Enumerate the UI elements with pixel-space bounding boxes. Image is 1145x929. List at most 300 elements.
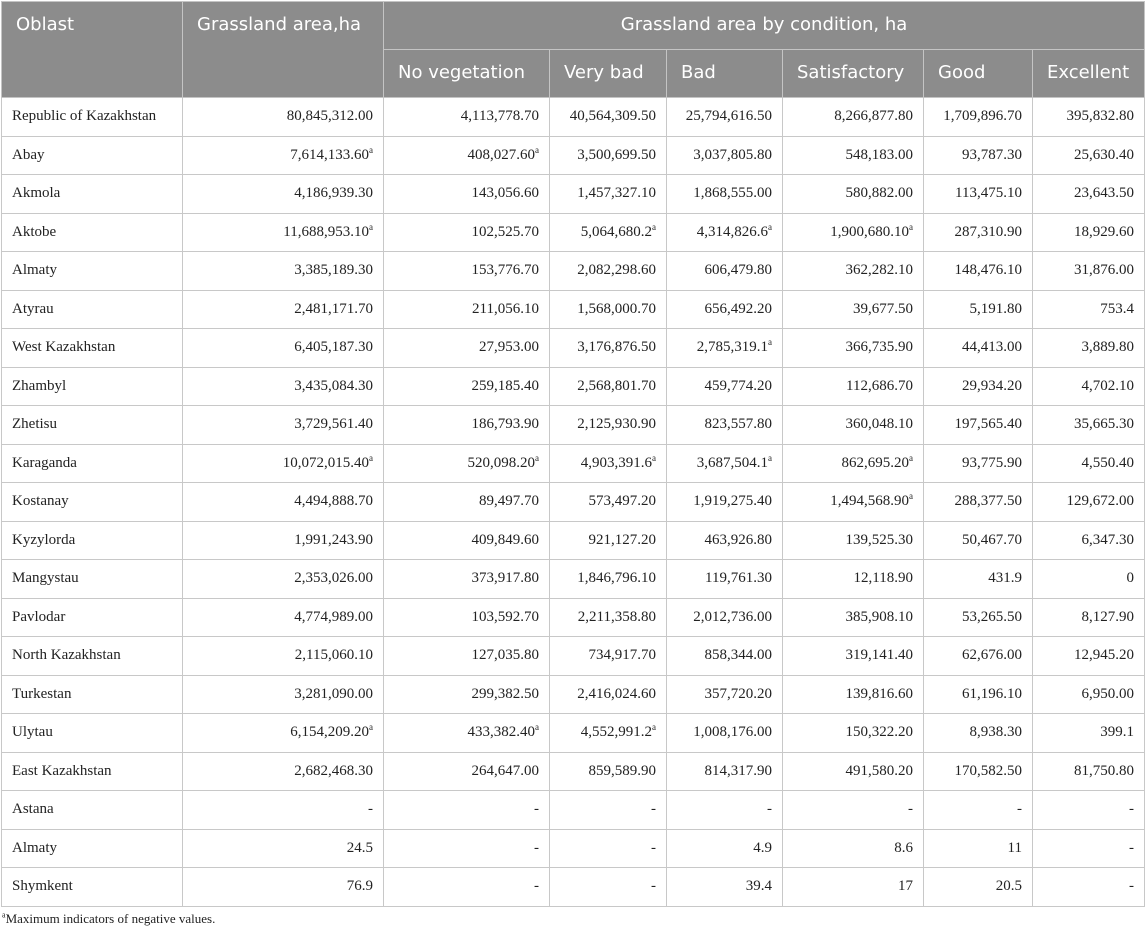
table-footnote [2,911,215,927]
oblast-name: West Kazakhstan [2,329,183,368]
cell-value: 39,677.50 [853,300,913,317]
cell-value: 10,072,015.40 [282,454,369,471]
value-cell [550,444,667,483]
cell-value: 921,127.20 [588,531,656,548]
footnote-marker: a [2,910,6,920]
oblast-name: Akmola [2,175,183,214]
cell-value: - [1129,839,1135,856]
value-cell [667,675,783,714]
cell-value: 2,353,026.00 [294,570,373,587]
cell-value: 211,056.10 [472,300,539,317]
footnote-marker: a [369,144,373,155]
cell-value: 3,435,084.30 [294,377,373,394]
value-cell [384,290,550,329]
cell-value: 3,037,805.80 [693,146,772,163]
cell-value: 25,794,616.50 [685,108,772,125]
table-row [2,752,1145,791]
footnote-marker: a [369,221,373,232]
header-very-bad: Very bad [550,50,667,98]
cell-value: 35,665.30 [1074,416,1135,433]
cell-value: 1,868,555.00 [693,185,772,202]
cell-value: 50,467.70 [962,531,1022,548]
value-cell [924,367,1033,406]
header-grassland-area: Grassland area,ha [183,2,384,98]
value-cell [924,444,1033,483]
value-cell [1033,213,1145,252]
cell-value: 112,686.70 [846,377,913,394]
cell-value: 148,476.10 [954,262,1022,279]
value-cell [783,752,924,791]
value-cell [1033,752,1145,791]
cell-value: 4,774,989.00 [294,608,373,625]
header-bad: Bad [667,50,783,98]
cell-value: - [651,801,656,818]
value-cell [1033,98,1145,137]
cell-value: 81,750.80 [1074,762,1135,779]
table-row [2,175,1145,214]
value-cell [924,213,1033,252]
cell-value: 197,565.40 [954,416,1022,433]
value-cell [550,675,667,714]
value-cell [667,252,783,291]
cell-value: 186,793.90 [471,416,539,433]
value-cell [783,560,924,599]
cell-value: 113,475.10 [955,185,1022,202]
value-cell [384,598,550,637]
cell-value: - [534,801,539,818]
cell-value: 4,494,888.70 [294,493,373,510]
oblast-name: Mangystau [2,560,183,599]
value-cell [550,637,667,676]
cell-value: - [1129,801,1135,818]
oblast-name: Kostanay [2,483,183,522]
cell-value: - [368,801,373,818]
value-cell [183,329,384,368]
table-row [2,637,1145,676]
footnote-marker: a [652,221,656,232]
cell-value: 0 [1126,570,1135,587]
table-row [2,213,1145,252]
value-cell [183,829,384,868]
footnote-marker: a [369,722,373,733]
value-cell [783,175,924,214]
cell-value: 76.9 [346,878,373,895]
cell-value: 3,176,876.50 [577,339,656,356]
cell-value: 362,282.10 [845,262,913,279]
value-cell [1033,714,1145,753]
value-cell [783,791,924,830]
value-cell [1033,829,1145,868]
value-cell [1033,136,1145,175]
value-cell [550,367,667,406]
cell-value: 3,281,090.00 [294,685,373,702]
value-cell [183,213,384,252]
value-cell [783,829,924,868]
oblast-name: Republic of Kazakhstan [2,98,183,137]
footnote-marker: a [768,452,772,463]
value-cell [1033,175,1145,214]
value-cell [924,868,1033,907]
value-cell [1033,675,1145,714]
table-row [2,791,1145,830]
value-cell [183,752,384,791]
value-cell [183,175,384,214]
cell-value: 93,787.30 [962,146,1022,163]
table-row [2,521,1145,560]
value-cell [667,175,783,214]
cell-value: 1,919,275.40 [693,493,772,510]
cell-value: - [767,801,772,818]
value-cell [384,714,550,753]
cell-value: 4,550.40 [1081,454,1135,471]
value-cell [924,752,1033,791]
value-cell [924,290,1033,329]
value-cell [550,136,667,175]
value-cell [924,98,1033,137]
value-cell [924,175,1033,214]
cell-value: 259,185.40 [471,377,539,394]
value-cell [1033,791,1145,830]
cell-value: 3,687,504.1 [696,454,768,471]
cell-value: 6,405,187.30 [294,339,373,356]
cell-value: 6,154,209.20 [290,724,369,741]
value-cell [384,252,550,291]
cell-value: 20.5 [995,878,1022,895]
oblast-name: Pavlodar [2,598,183,637]
cell-value: 18,929.60 [1074,223,1135,240]
cell-value: 7,614,133.60 [290,146,369,163]
cell-value: 1,900,680.10 [830,223,909,240]
cell-value: 24.5 [346,839,373,856]
header-oblast: Oblast [2,2,183,98]
cell-value: 25,630.40 [1074,146,1135,163]
cell-value: 129,672.00 [1066,493,1135,510]
cell-value: 459,774.20 [704,377,772,394]
value-cell [183,598,384,637]
value-cell [183,560,384,599]
value-cell [783,637,924,676]
cell-value: 656,492.20 [704,300,772,317]
value-cell [924,406,1033,445]
cell-value: 548,183.00 [845,146,913,163]
value-cell [1033,406,1145,445]
value-cell [924,598,1033,637]
cell-value: 12,945.20 [1074,647,1135,664]
footnote-marker: a [652,452,656,463]
value-cell [550,406,667,445]
cell-value: 431.9 [988,570,1022,587]
cell-value: 29,934.20 [962,377,1022,394]
footnote-marker: a [768,221,772,232]
value-cell [1033,367,1145,406]
table-row [2,290,1145,329]
value-cell [550,521,667,560]
cell-value: 2,115,060.10 [294,647,373,664]
value-cell [183,868,384,907]
value-cell [783,290,924,329]
table-body [2,98,1145,907]
cell-value: 1,008,176.00 [693,724,772,741]
cell-value: 102,525.70 [471,223,539,240]
cell-value: - [651,878,656,895]
value-cell [924,791,1033,830]
value-cell [384,868,550,907]
oblast-name: Abay [2,136,183,175]
value-cell [1033,868,1145,907]
value-cell [667,829,783,868]
cell-value: 2,012,736.00 [693,608,772,625]
cell-value: 4.9 [753,839,772,856]
value-cell [667,444,783,483]
value-cell [550,213,667,252]
value-cell [924,560,1033,599]
table-row [2,136,1145,175]
value-cell [924,675,1033,714]
value-cell [550,598,667,637]
cell-value: 62,676.00 [962,647,1022,664]
table-row [2,98,1145,137]
value-cell [667,329,783,368]
value-cell [384,560,550,599]
cell-value: 3,729,561.40 [294,416,373,433]
value-cell [667,598,783,637]
value-cell [783,406,924,445]
cell-value: 823,557.80 [704,416,772,433]
cell-value: 2,481,171.70 [294,300,373,317]
value-cell [384,329,550,368]
value-cell [384,483,550,522]
cell-value: - [1017,801,1022,818]
cell-value: 12,118.90 [853,570,913,587]
oblast-name: Zhambyl [2,367,183,406]
cell-value: 153,776.70 [471,262,539,279]
cell-value: 1,457,327.10 [577,185,656,202]
value-cell [1033,637,1145,676]
cell-value: 40,564,309.50 [569,108,656,125]
value-cell [183,136,384,175]
cell-value: 23,643.50 [1074,185,1135,202]
oblast-name: Turkestan [2,675,183,714]
cell-value: 8,127.90 [1081,608,1135,625]
value-cell [667,483,783,522]
cell-value: 288,377.50 [954,493,1022,510]
cell-value: 433,382.40 [467,724,535,741]
value-cell [924,714,1033,753]
cell-value: 103,592.70 [471,608,539,625]
value-cell [183,98,384,137]
oblast-name: Shymkent [2,868,183,907]
value-cell [384,791,550,830]
value-cell [783,367,924,406]
value-cell [183,290,384,329]
oblast-name: Atyrau [2,290,183,329]
cell-value: 89,497.70 [479,493,539,510]
cell-value: 1,568,000.70 [577,300,656,317]
value-cell [384,175,550,214]
cell-value: 61,196.10 [962,685,1022,702]
table-row [2,868,1145,907]
cell-value: 858,344.00 [704,647,772,664]
cell-value: 80,845,312.00 [286,108,373,125]
oblast-name: Ulytau [2,714,183,753]
cell-value: 8,266,877.80 [834,108,913,125]
cell-value: 3,385,189.30 [294,262,373,279]
cell-value: 287,310.90 [954,223,1022,240]
cell-value: - [908,801,913,818]
cell-value: 859,589.90 [588,762,656,779]
value-cell [550,252,667,291]
cell-value: 862,695.20 [841,454,909,471]
cell-value: 139,525.30 [845,531,913,548]
cell-value: 491,580.20 [845,762,913,779]
cell-value: 573,497.20 [588,493,656,510]
cell-value: 373,917.80 [471,570,539,587]
cell-value: 360,048.10 [845,416,913,433]
cell-value: 2,682,468.30 [294,762,373,779]
value-cell [384,829,550,868]
cell-value: 814,317.90 [704,762,772,779]
cell-value: 143,056.60 [471,185,539,202]
value-cell [384,213,550,252]
value-cell [924,829,1033,868]
cell-value: 8.6 [894,839,913,856]
value-cell [183,367,384,406]
cell-value: 4,186,939.30 [294,185,373,202]
header-by-condition: Grassland area by condition, ha [384,2,1145,50]
table-row [2,367,1145,406]
cell-value: 39.4 [745,878,772,895]
cell-value: 366,735.90 [845,339,913,356]
value-cell [783,675,924,714]
value-cell [384,521,550,560]
value-cell [384,98,550,137]
value-cell [384,136,550,175]
value-cell [550,791,667,830]
value-cell [667,406,783,445]
cell-value: 150,322.20 [845,724,913,741]
oblast-name: North Kazakhstan [2,637,183,676]
value-cell [783,714,924,753]
cell-value: 408,027.60 [467,146,535,163]
cell-value: 8,938.30 [969,724,1022,741]
header-satisfactory: Satisfactory [783,50,924,98]
grassland-table [1,1,1145,907]
value-cell [924,329,1033,368]
value-cell [924,252,1033,291]
cell-value: 1,709,896.70 [943,108,1022,125]
footnote-marker: a [535,452,539,463]
value-cell [667,714,783,753]
value-cell [550,483,667,522]
footnote-marker: a [535,722,539,733]
cell-value: 17 [898,878,913,895]
value-cell [183,252,384,291]
value-cell [183,637,384,676]
cell-value: 5,064,680.2 [580,223,652,240]
footnote-marker: a [652,722,656,733]
footnote-marker: a [768,337,772,348]
cell-value: 4,903,391.6 [580,454,652,471]
oblast-name: Karaganda [2,444,183,483]
value-cell [550,829,667,868]
value-cell [667,521,783,560]
table-row [2,444,1145,483]
value-cell [783,521,924,560]
cell-value: 520,098.20 [467,454,535,471]
cell-value: 4,314,826.6 [696,223,768,240]
cell-value: 27,953.00 [479,339,539,356]
cell-value: 139,816.60 [845,685,913,702]
value-cell [550,175,667,214]
value-cell [384,675,550,714]
cell-value: 4,113,778.70 [460,108,539,125]
value-cell [667,213,783,252]
value-cell [783,444,924,483]
value-cell [550,329,667,368]
cell-value: 11,688,953.10 [283,223,369,240]
oblast-name: Almaty [2,829,183,868]
value-cell [384,367,550,406]
header-no-vegetation: No vegetation [384,50,550,98]
cell-value: 753.4 [1100,300,1135,317]
cell-value: 734,917.70 [588,647,656,664]
value-cell [183,714,384,753]
cell-value: 6,950.00 [1081,685,1135,702]
table-row [2,598,1145,637]
footnote-marker: a [909,491,913,502]
value-cell [384,444,550,483]
value-cell [384,637,550,676]
cell-value: 3,889.80 [1081,339,1135,356]
cell-value: 409,849.60 [471,531,539,548]
footnote-text: Maximum indicators of negative values. [5,911,216,926]
cell-value: 357,720.20 [704,685,772,702]
value-cell [183,675,384,714]
value-cell [183,483,384,522]
value-cell [550,560,667,599]
table-row [2,483,1145,522]
table-row [2,406,1145,445]
table-header [2,2,1145,98]
footnote-marker: a [909,221,913,232]
value-cell [924,637,1033,676]
footnote-marker: a [369,452,373,463]
value-cell [1033,521,1145,560]
cell-value: 2,568,801.70 [577,377,656,394]
cell-value: 44,413.00 [962,339,1022,356]
cell-value: 93,775.90 [962,454,1022,471]
value-cell [550,752,667,791]
value-cell [384,406,550,445]
cell-value: 170,582.50 [954,762,1022,779]
value-cell [1033,252,1145,291]
value-cell [667,752,783,791]
cell-value: 53,265.50 [962,608,1022,625]
cell-value: 580,882.00 [845,185,913,202]
value-cell [667,868,783,907]
value-cell [1033,598,1145,637]
cell-value: 264,647.00 [471,762,539,779]
cell-value: 11 [1007,839,1022,856]
cell-value: 127,035.80 [471,647,539,664]
header-good: Good [924,50,1033,98]
value-cell [783,329,924,368]
table-row [2,252,1145,291]
cell-value: 31,876.00 [1074,262,1135,279]
cell-value: 2,416,024.60 [577,685,656,702]
cell-value: 399.1 [1100,724,1135,741]
value-cell [783,598,924,637]
